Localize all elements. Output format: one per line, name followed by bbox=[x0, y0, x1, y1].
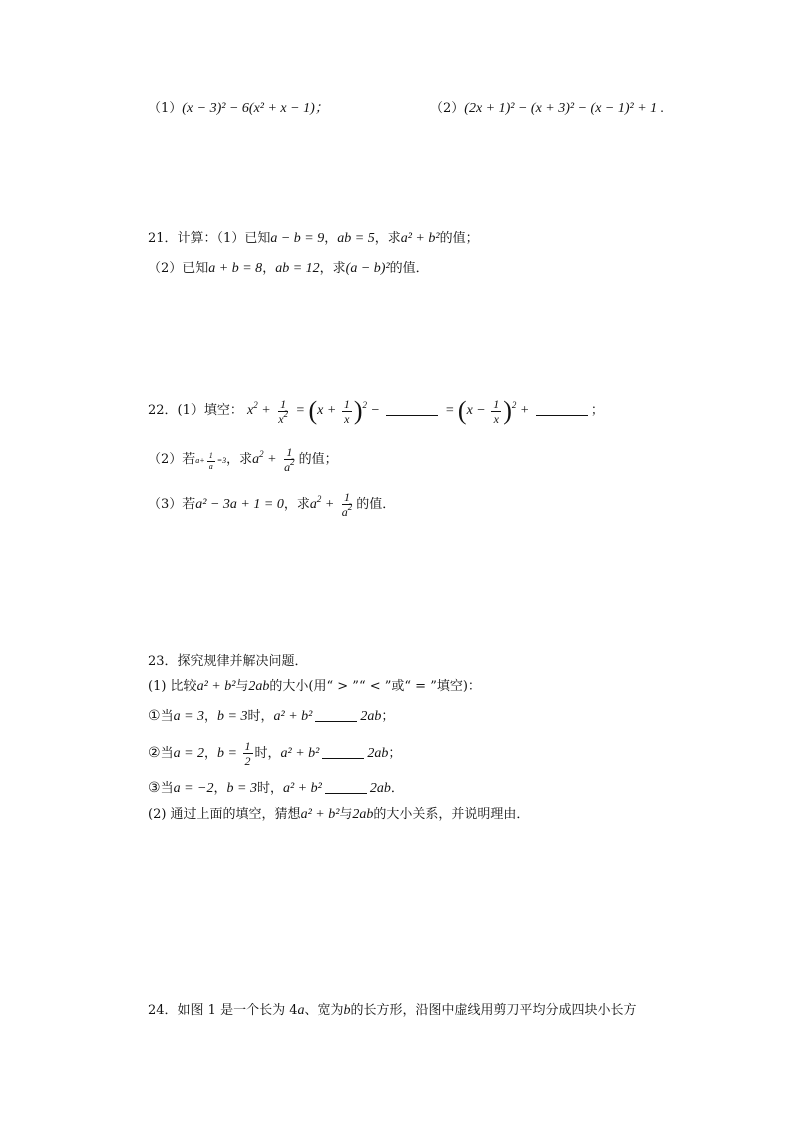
q22-blank-2[interactable] bbox=[536, 401, 588, 416]
q22-fill-equation: $x^2$ + $\frac{1}{x^2}$ = (x + $\frac{1}{x}$ )$^2$ − = (x − $\frac{1}{x}$ )$^2$ + bbox=[247, 403, 591, 418]
q22-blank-1[interactable] bbox=[386, 401, 438, 416]
q21-line1: 21．计算：（1）已知a − b = 9，ab = 5，求a² + b²的值； bbox=[148, 231, 479, 246]
q21-line2: （2）已知a + b = 8，ab = 12，求(a − b)²的值． bbox=[148, 261, 429, 276]
q22-line1: 22．(1）填空： $x^2$ + $\frac{1}{x^2}$ = (x + $\frac{1}{x}$ )$^2$ − = (x − $\frac{1}{x}$ )$^2$ + ； bbox=[148, 396, 604, 426]
q22-condition-small: a+ $\frac{1}{a}$ =3 bbox=[195, 450, 227, 471]
q23-part2: (2) 通过上面的填空，猜想a² + b²与2ab的大小关系，并说明理由． bbox=[148, 807, 530, 822]
q23-case3: ③当a = −2，b = 3时，a² + b² 2ab． bbox=[148, 780, 404, 796]
q22-line2: （2）若a+ $\frac{1}{a}$ =3，求$a^2$ + $\frac{1}{a^2}$ 的值； bbox=[148, 445, 338, 475]
q20-part2-expression: (2x + 1)² − (x + 3)² − (x − 1)² + 1 . bbox=[464, 101, 665, 116]
q20-part1-expression: (x − 3)² − 6(x² + x − 1)； bbox=[182, 101, 329, 116]
q23-blank-2[interactable] bbox=[322, 744, 364, 759]
q24-line1: 24．如图 1 是一个长为 4a、宽为b的长方形，沿图中虚线用剪刀平均分成四块小长方 bbox=[148, 1003, 637, 1018]
q23-part1: (1) 比较a² + b²与2ab的大小(用“ > ”“ < ”或“ = ”填空)： bbox=[148, 679, 481, 694]
q23-title: 23．探究规律并解决问题． bbox=[148, 654, 308, 669]
q20-part2: （2）(2x + 1)² − (x + 3)² − (x − 1)² + 1 . bbox=[430, 101, 665, 116]
q23-blank-3[interactable] bbox=[325, 779, 367, 794]
q23-case1: ①当a = 3，b = 3时，a² + b² 2ab； bbox=[148, 708, 395, 724]
q23-blank-1[interactable] bbox=[315, 707, 357, 722]
q22-line3: （3）若a² − 3a + 1 = 0，求$a^2$ + $\frac{1}{a^2}$ 的值． bbox=[148, 490, 396, 520]
q23-case2: ②当a = 2，b = $\frac{1}{2}$ 时，a² + b² 2ab； bbox=[148, 739, 402, 769]
q20-part1: （1）(x − 3)² − 6(x² + x − 1)； bbox=[148, 101, 329, 116]
